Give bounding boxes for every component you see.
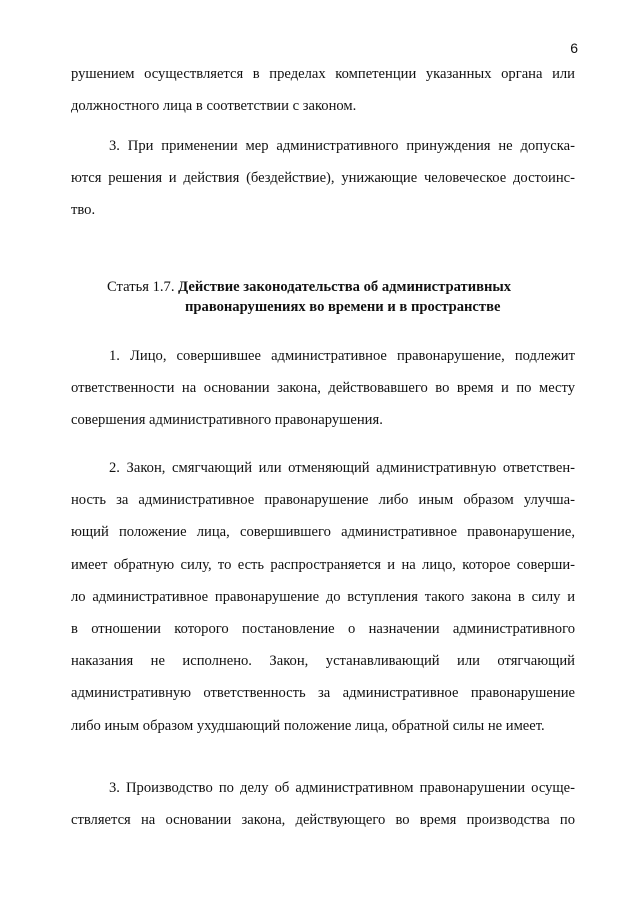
text-line: рушением осуществляется в пределах компетенции указанных органа или bbox=[71, 66, 575, 82]
article-title-line-2: правонарушениях во времени и в пространстве bbox=[185, 299, 501, 315]
text-line: ются решения и действия (бездействие), унижающие человеческое достоинс- bbox=[71, 170, 575, 187]
text-line: имеет обратную силу, то есть распространяется и на лицо, которое соверши- bbox=[71, 556, 575, 573]
text-line: 3. При применении мер административного принуждения не допуска- bbox=[109, 138, 575, 154]
article-point-1 bbox=[71, 340, 575, 437]
page-number: 6 bbox=[570, 40, 578, 56]
text-line: административную ответственность за административное правонарушение bbox=[71, 685, 575, 702]
article-point-2 bbox=[71, 452, 575, 742]
text-line: 3. Производство по делу об административном правонарушении осуще- bbox=[109, 780, 575, 796]
text-line: ствляется на основании закона, действующего во время производства по bbox=[71, 812, 575, 829]
text-line: ность за административное правонарушение либо иным образом улучша- bbox=[71, 492, 575, 509]
text-line: 2. Закон, смягчающий или отменяющий административную ответствен- bbox=[109, 460, 575, 476]
article-point-3 bbox=[71, 772, 575, 836]
text-line: наказания не исполнено. Закон, устанавливающий или отягчающий bbox=[71, 653, 575, 670]
text-line: 1. Лицо, совершившее административное правонарушение, подлежит bbox=[109, 348, 575, 364]
article-heading bbox=[107, 277, 577, 317]
text-line: должностного лица в соответствии с законом. bbox=[71, 98, 357, 115]
text-line: совершения административного правонарушения. bbox=[71, 412, 383, 429]
text-line: в отношении которого постановление о назначении административного bbox=[71, 620, 575, 637]
text-line: ответственности на основании закона, действовавшего во время и по месту bbox=[71, 380, 575, 397]
text-line: тво. bbox=[71, 202, 96, 219]
article-title-line-1: Действие законодательства об административных bbox=[178, 279, 512, 295]
text-line: ло административное правонарушение до вступления такого закона в силу и bbox=[71, 588, 575, 605]
paragraph-point-3 bbox=[71, 130, 575, 227]
text-line: ющий положение лица, совершившего административное правонарушение, bbox=[71, 524, 575, 541]
text-line: либо иным образом ухудшающий положение лица, обратной силы не имеет. bbox=[71, 717, 545, 734]
paragraph-continuation bbox=[71, 58, 575, 122]
article-number: Статья 1.7. bbox=[107, 279, 175, 295]
